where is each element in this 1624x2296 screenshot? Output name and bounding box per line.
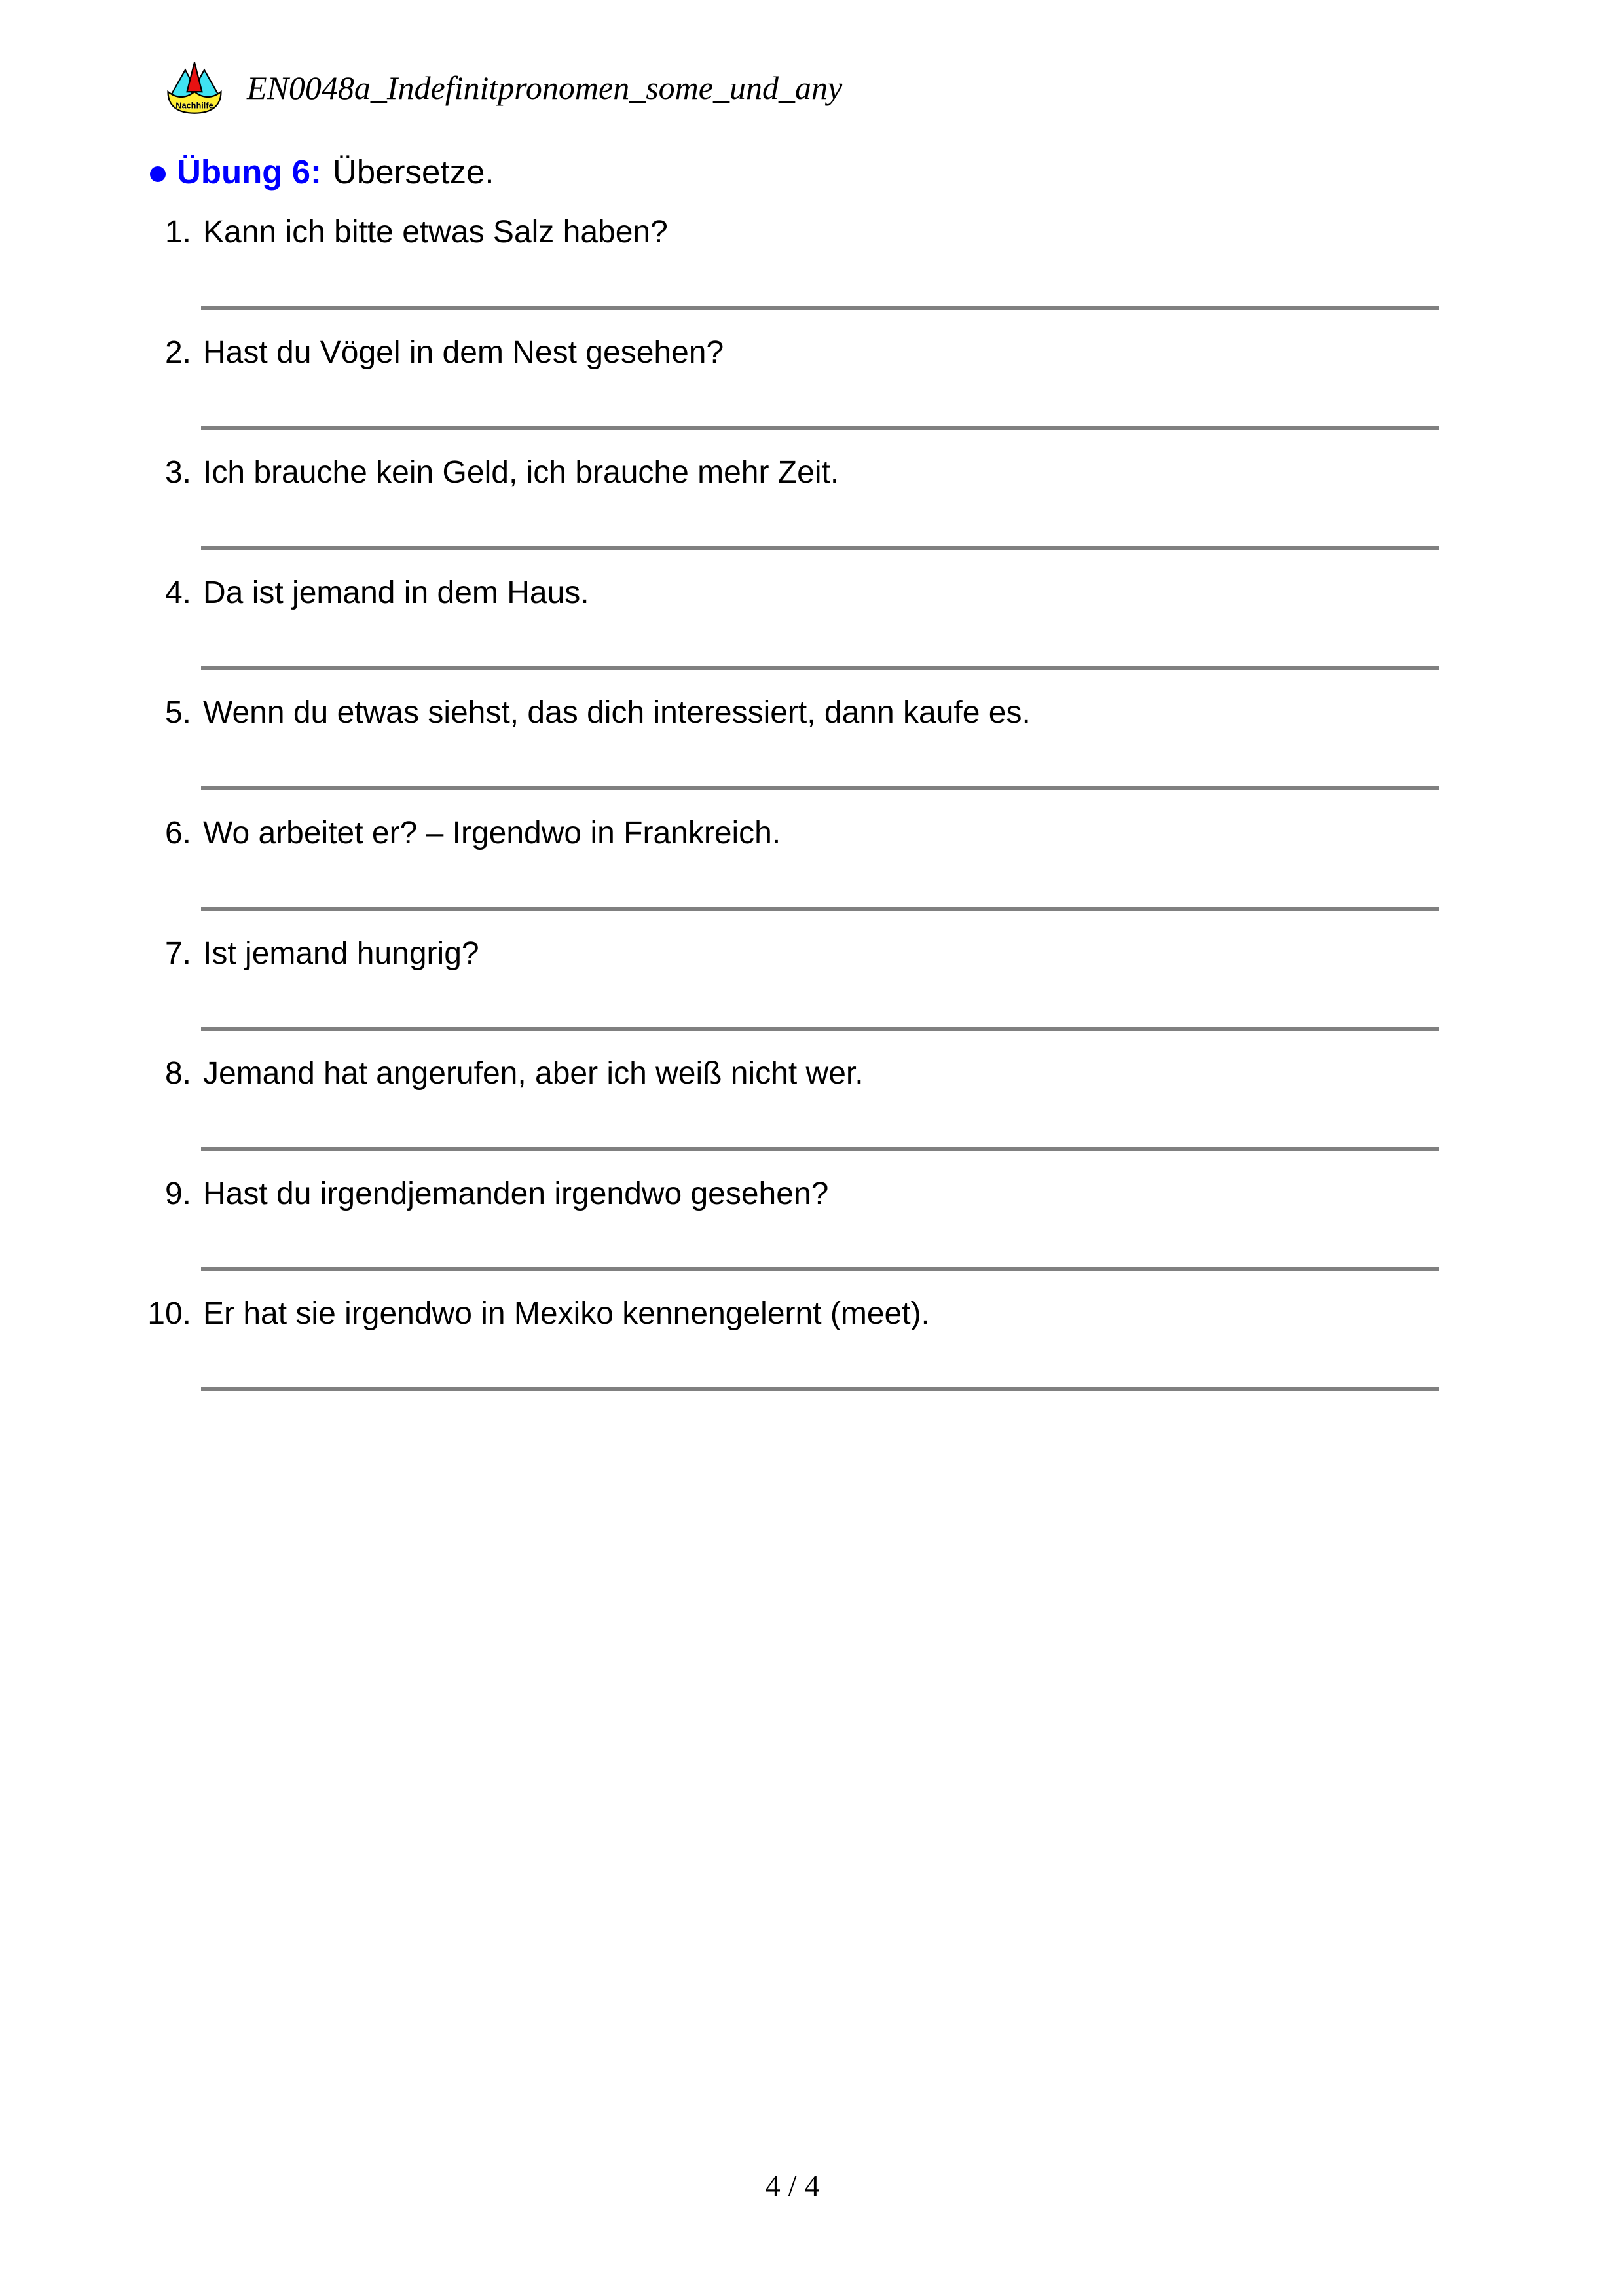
exercise-item <box>0 935 1624 1055</box>
exercise-item <box>0 814 1624 935</box>
nachhilfe-logo-icon <box>166 60 223 115</box>
answer-line <box>201 907 1439 911</box>
item-sentence: Ist jemand hungrig? <box>203 936 479 971</box>
logo-label: Nachhilfe <box>175 100 213 111</box>
exercise-instruction: Übersetze. <box>332 153 494 191</box>
item-sentence: Ich brauche kein Geld, ich brauche mehr Zeit. <box>203 455 840 490</box>
item-number: 4. <box>164 575 191 610</box>
exercise-item <box>0 1055 1624 1175</box>
item-sentence: Da ist jemand in dem Haus. <box>203 575 589 610</box>
item-sentence: Hast du irgendjemanden irgendwo gesehen? <box>203 1176 829 1211</box>
item-number: 9. <box>164 1176 191 1211</box>
answer-line <box>201 666 1439 670</box>
answer-line <box>201 1267 1439 1271</box>
answer-line <box>201 786 1439 790</box>
item-sentence: Wenn du etwas siehst, das dich interessiert, dann kaufe es. <box>203 695 1031 730</box>
exercise-item <box>0 1295 1624 1415</box>
item-number: 1. <box>164 215 191 249</box>
item-number: 2. <box>164 335 191 370</box>
document-title: EN0048a_Indefinitpronomen_some_und_any <box>247 69 843 106</box>
item-sentence: Er hat sie irgendwo in Mexiko kennengelernt (meet). <box>203 1296 930 1331</box>
item-number: 6. <box>164 816 191 850</box>
item-number: 5. <box>164 695 191 730</box>
item-number: 10. <box>147 1296 191 1331</box>
item-sentence: Jemand hat angerufen, aber ich weiß nicht wer. <box>203 1056 864 1091</box>
exercise-item <box>0 694 1624 814</box>
answer-line <box>201 1027 1439 1031</box>
page-number: 4 / 4 <box>765 2169 820 2203</box>
item-number: 3. <box>164 455 191 490</box>
bullet-icon <box>150 166 166 182</box>
exercise-item <box>0 213 1624 334</box>
answer-line <box>201 1147 1439 1151</box>
item-number: 7. <box>164 936 191 971</box>
answer-line <box>201 1387 1439 1391</box>
page-footer <box>0 2168 1585 2204</box>
exercise-item <box>0 574 1624 695</box>
item-number: 8. <box>164 1056 191 1091</box>
item-sentence: Kann ich bitte etwas Salz haben? <box>203 215 668 249</box>
item-sentence: Hast du Vögel in dem Nest gesehen? <box>203 335 724 370</box>
answer-line <box>201 426 1439 430</box>
exercise-title: Übung 6: <box>177 153 322 191</box>
answer-line <box>201 546 1439 550</box>
exercise-heading <box>150 153 494 192</box>
exercise-item <box>0 1175 1624 1296</box>
answer-line <box>201 306 1439 310</box>
exercise-item <box>0 334 1624 454</box>
exercise-item <box>0 454 1624 574</box>
page-header <box>166 60 842 115</box>
item-sentence: Wo arbeitet er? – Irgendwo in Frankreich. <box>203 816 781 850</box>
